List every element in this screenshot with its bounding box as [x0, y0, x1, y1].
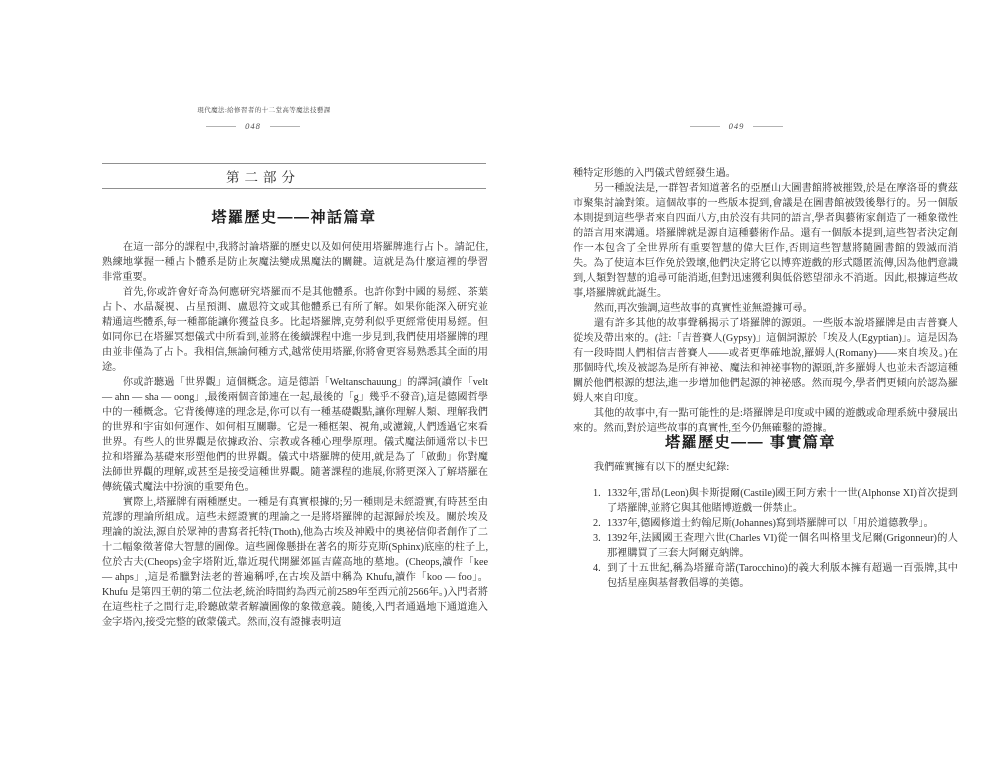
paragraph: 另一種說法是,一群智者知道著名的亞歷山大圖書館將被摧毀,於是在摩洛哥的費茲市聚集討論對策。這個故事的一些版本提到,會議是在圖書館被毀後舉行的。另一個版本則提到這些學者來自四面八方,由於沒有共同的語言,學者與藝術家創造了一種象徵性的語言用來溝通。塔羅牌就是源自這種藝術作品。還有一個版本提到,這些智者決定創作一本包含了全世界所有重要智慧的偉大巨作,否則這些智慧將隨圖書館的毀滅而消失。為了使這本巨作免於毀壞,他們決定將它以博弈遊戲的形式隱匿流傳,因為他們意識到,人類對智慧的追尋可能消逝,但對迅速獲利與低俗慾望卻永不消逝。因此,根據這些故事,塔羅牌就此誕生。: [573, 183, 958, 299]
paragraph: 在這一部分的課程中,我將討論塔羅的歷史以及如何使用塔羅牌進行占卜。請記住,熟練地掌握一種占卜體系是防止灰魔法變成黑魔法的關鍵。這就是為什麼這裡的學習非常重要。: [102, 242, 488, 283]
list-item: [593, 486, 958, 516]
list-intro: 我們確實擁有以下的歷史紀錄:: [593, 462, 730, 473]
page-number: 049: [728, 121, 745, 131]
paragraph: 然而,再次強調,這些故事的真實性並無證據可尋。: [593, 303, 813, 314]
list-item: [593, 561, 958, 591]
list-item-number: 1.: [593, 488, 601, 499]
list-item: [593, 516, 958, 531]
page-number: 048: [245, 121, 261, 131]
section-title-facts: 塔羅歷史—— 事實篇章: [665, 434, 836, 451]
body-text-left: [102, 240, 488, 630]
folio-rule: [753, 126, 783, 127]
folio-left: [4, 121, 502, 131]
running-head: 現代魔法:給修習者的十二堂高等魔法技藝課: [197, 107, 331, 114]
list-item: [593, 531, 958, 561]
list-item-text: 1337年,德國修道士約翰尼斯(Johannes)寫到塔羅牌可以「用於道德教學」。: [607, 518, 934, 529]
paragraph: 其他的故事中,有一點可能性的是:塔羅牌是印度或中國的遊戲或命理系統中發展出來的。然而,對於這些故事的真實性,至今仍無確鑿的證據。: [573, 408, 958, 434]
list-item-number: 2.: [593, 518, 601, 529]
body-text-right: [573, 166, 958, 591]
list-item-text: 到了十五世紀,稱為塔羅奇諾(Tarocchino)的義大利版本擁有超過一百張牌,其中包括星座與基督教倡導的美德。: [607, 563, 958, 589]
list-item-number: 4.: [593, 563, 601, 574]
part-divider: [102, 163, 486, 189]
list-item-text: 1392年,法國國王查理六世(Charles VI)從一個名叫格里戈尼爾(Grigonneur)的人那裡購買了三套大阿爾克納牌。: [607, 533, 958, 559]
part-title: 第二部分: [226, 170, 300, 185]
section-title-myth: 塔羅歷史——神話篇章: [211, 209, 377, 226]
list-item-number: 3.: [593, 533, 601, 544]
folio-right: [487, 121, 986, 131]
folio-rule: [690, 126, 720, 127]
history-record-list: [573, 486, 958, 591]
page-left: [0, 0, 498, 764]
paragraph: 還有許多其他的故事聲稱揭示了塔羅牌的源頭。一些版本說塔羅牌是由吉普賽人從埃及帶出來的。(註:「吉普賽人(Gypsy)」這個詞源於「埃及人(Egyptian)」。這是因為有一段時間人們相信吉普賽人——或者更準確地說,羅姆人(Romany)——來自埃及。)在那個時代,埃及被認為是所有神祕、魔法和神祕事物的源頭,許多羅姆人也並未否認這種關於他們根源的想法,進一步增加他們起源的神祕感。然而現今,學者們更傾向於認為羅姆人來自印度。: [573, 318, 958, 404]
folio-rule: [206, 126, 236, 127]
folio-rule: [270, 126, 300, 127]
paragraph: 首先,你或許會好奇為何應研究塔羅而不是其他體系。也許你對中國的易經、茶葉占卜、水晶凝視、占星預測、盧恩符文或其他體系已有所了解。如果你能深入研究並精通這些體系,每一種都能讓你獲益良多。比起塔羅牌,克勞利似乎更經常使用易經。但如同你已在塔羅冥想儀式中所看到,並將在後續課程中進一步見到,我們使用塔羅牌的理由並非僅為了占卜。我相信,無論何種方式,越常使用塔羅,你將會更容易熟悉其全面的用途。: [102, 287, 488, 373]
paragraph: 實際上,塔羅牌有兩種歷史。一種是有真實根據的;另一種則是未經證實,有時甚至由荒謬的理論所組成。這些未經證實的理論之一是將塔羅牌的起源歸於埃及。關於埃及理論的說法,源自於眾神的書寫者托特(Thoth),他為古埃及神殿中的奧祕信仰者創作了二十二幅象徵著偉大智慧的圖像。這些圖像懸掛在著名的斯芬克斯(Sphinx)底座的柱子上,位於古夫(Cheops)金字塔附近,靠近現代開羅郊區吉薩高地的墓地。(Cheops,讀作「kee — ahps」,這是希臘對法老的普遍稱呼,在古埃及語中稱為 Khufu,讀作「koo — foo」。Khufu 是第四王朝的第二位法老,統治時間約為西元前2589年至西元前2566年。)入門者將在這些柱子之間行走,聆聽啟蒙者解讀圖像的象徵意義。隨後,入門者通過地下通道進入金字塔內,接受完整的啟蒙儀式。然而,沒有證據表明這: [102, 497, 488, 628]
paragraph: 你或許聽過「世界觀」這個概念。這是德語「Weltanschauung」的譯詞(讀作「velt — ahn — sha — oong」,最後兩個音節連在一起,最後的「g」幾乎不發音),這是德國哲學中的一種概念。它背後傳達的理念是,你可以有一種基礎觀點,讓你理解人類、理解我們的世界和宇宙如何運作、如何相互關聯。它是一種框架、視角,或濾鏡,人們透過它來看世界。有些人的世界觀是依據政治、宗教或各種心理學原理。儀式魔法師通常以卡巴拉和塔羅為基礎來形塑他們的世界觀。儀式中塔羅牌的使用,就是為了「啟動」你對魔法師世界觀的理解,或甚至是接受這種世界觀。隨著課程的進展,你將更深入了解塔羅在傳統儀式魔法中扮演的重要角色。: [102, 377, 488, 493]
list-item-text: 1332年,雷昂(Leon)與卡斯提爾(Castile)國王阿方索十一世(Alphonse XI)首次提到了塔羅牌,並將它與其他賭博遊戲一併禁止。: [607, 488, 958, 514]
page-right: [498, 0, 997, 764]
paragraph-continuation: 種特定形態的入門儀式曾經發生過。: [573, 168, 736, 179]
